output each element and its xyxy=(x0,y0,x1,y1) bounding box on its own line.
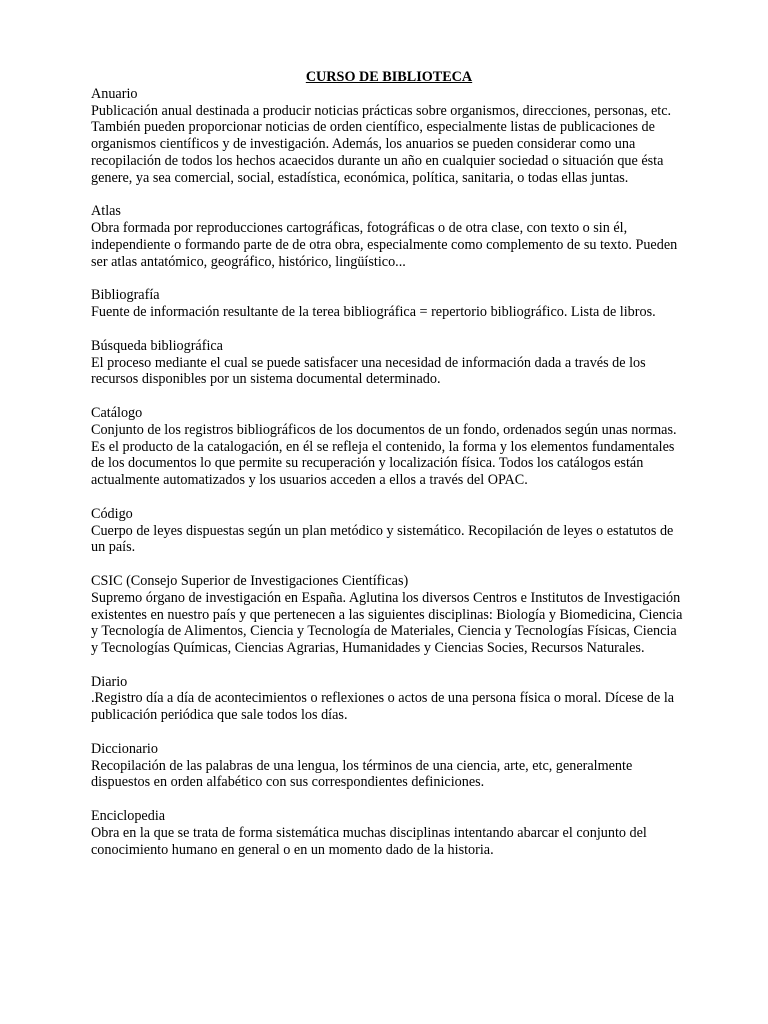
entry-definition: Supremo órgano de investigación en España. Aglutina los diversos Centros e Institutos de Investigación existentes en nuestro país y que pertenecen a las siguientes disciplinas: Biología y Biomedicina, Ciencia y Tecnología de Alimentos, Ciencia y Tecnología de Materiales, Ciencia y Tecnologías Físicas, Ciencia y Tecnologías Químicas, Ciencias Agrarias, Humanidades y Ciencias Socies, Recursos Naturales. xyxy=(91,589,683,657)
glossary-entry xyxy=(91,808,687,858)
glossary-entry xyxy=(91,338,687,388)
entry-definition: Cuerpo de leyes dispuestas según un plan metódico y sistemático. Recopilación de leyes o estatutos de un país. xyxy=(91,522,674,556)
entry-term: Código xyxy=(91,505,133,522)
glossary-entry xyxy=(91,741,687,791)
glossary-entry xyxy=(91,405,687,489)
glossary-entry xyxy=(91,287,687,321)
entry-term: Enciclopedia xyxy=(91,808,166,825)
document-title: CURSO DE BIBLIOTECA xyxy=(305,69,473,85)
entry-definition: Conjunto de los registros bibliográficos de los documentos de un fondo, ordenados según unas normas. Es el producto de la catalogación, en él se refleja el contenido, la forma y los elementos fundamentales de los documentos lo que permite su recuperación y localización física. Todos los catálogos están actualmente automatizados y los usuarios acceden a ellos a través del OPAC. xyxy=(91,421,677,489)
entry-definition: Obra formada por reproducciones cartográficas, fotográficas o de otra clase, con texto o sin él, independiente o formando parte de de otra obra, especialmente como complemento de su texto. Pueden ser atlas antatómico, geográfico, histórico, lingüístico... xyxy=(91,220,678,270)
entry-definition: Recopilación de las palabras de una lengua, los términos de una ciencia, arte, etc, generalmente dispuestos en orden alfabético con sus correspondientes definiciones. xyxy=(91,757,633,791)
entry-term: Diario xyxy=(91,673,128,690)
entry-definition: El proceso mediante el cual se puede satisfacer una necesidad de información dada a través de los recursos disponibles por un sistema documental determinado. xyxy=(91,354,646,388)
entry-definition: Obra en la que se trata de forma sistemática muchas disciplinas intentando abarcar el conjunto del conocimiento humano en general o en un momento dado de la historia. xyxy=(91,824,647,858)
entry-term: Anuario xyxy=(91,85,138,102)
entry-term: Diccionario xyxy=(91,740,158,757)
entry-term: Catálogo xyxy=(91,404,143,421)
glossary-entry xyxy=(91,203,687,270)
glossary-entry xyxy=(91,573,687,657)
entry-definition: .Registro día a día de acontecimientos o reflexiones o actos de una persona física o moral. Dícese de la publicación periódica que sale todos los días. xyxy=(91,690,675,724)
entry-term: Bibliografía xyxy=(91,287,160,304)
glossary-entry xyxy=(91,506,687,556)
entry-definition: Publicación anual destinada a producir noticias prácticas sobre organismos, direcciones, personas, etc. También pueden proporcionar noticias de orden científico, especialmente listas de publicaciones de organismos científicos y de investigación. Además, los anuarios se pueden considerar como una recopilación de todos los hechos acaecidos durante un año en cualquier sociedad o situación que ésta genere, ya sea comercial, social, estadística, económica, política, sanitaria, o todas ellas juntas. xyxy=(91,102,672,186)
entry-definition: Fuente de información resultante de la terea bibliográfica = repertorio bibliográfico. Lista de libros. xyxy=(91,304,656,321)
glossary-entry xyxy=(91,86,687,187)
entry-term: Búsqueda bibliográfica xyxy=(91,337,223,354)
entry-term: Atlas xyxy=(91,203,121,220)
glossary-entry xyxy=(91,674,687,724)
entry-term: CSIC (Consejo Superior de Investigaciones Científicas) xyxy=(91,572,409,589)
document-page xyxy=(91,69,687,875)
